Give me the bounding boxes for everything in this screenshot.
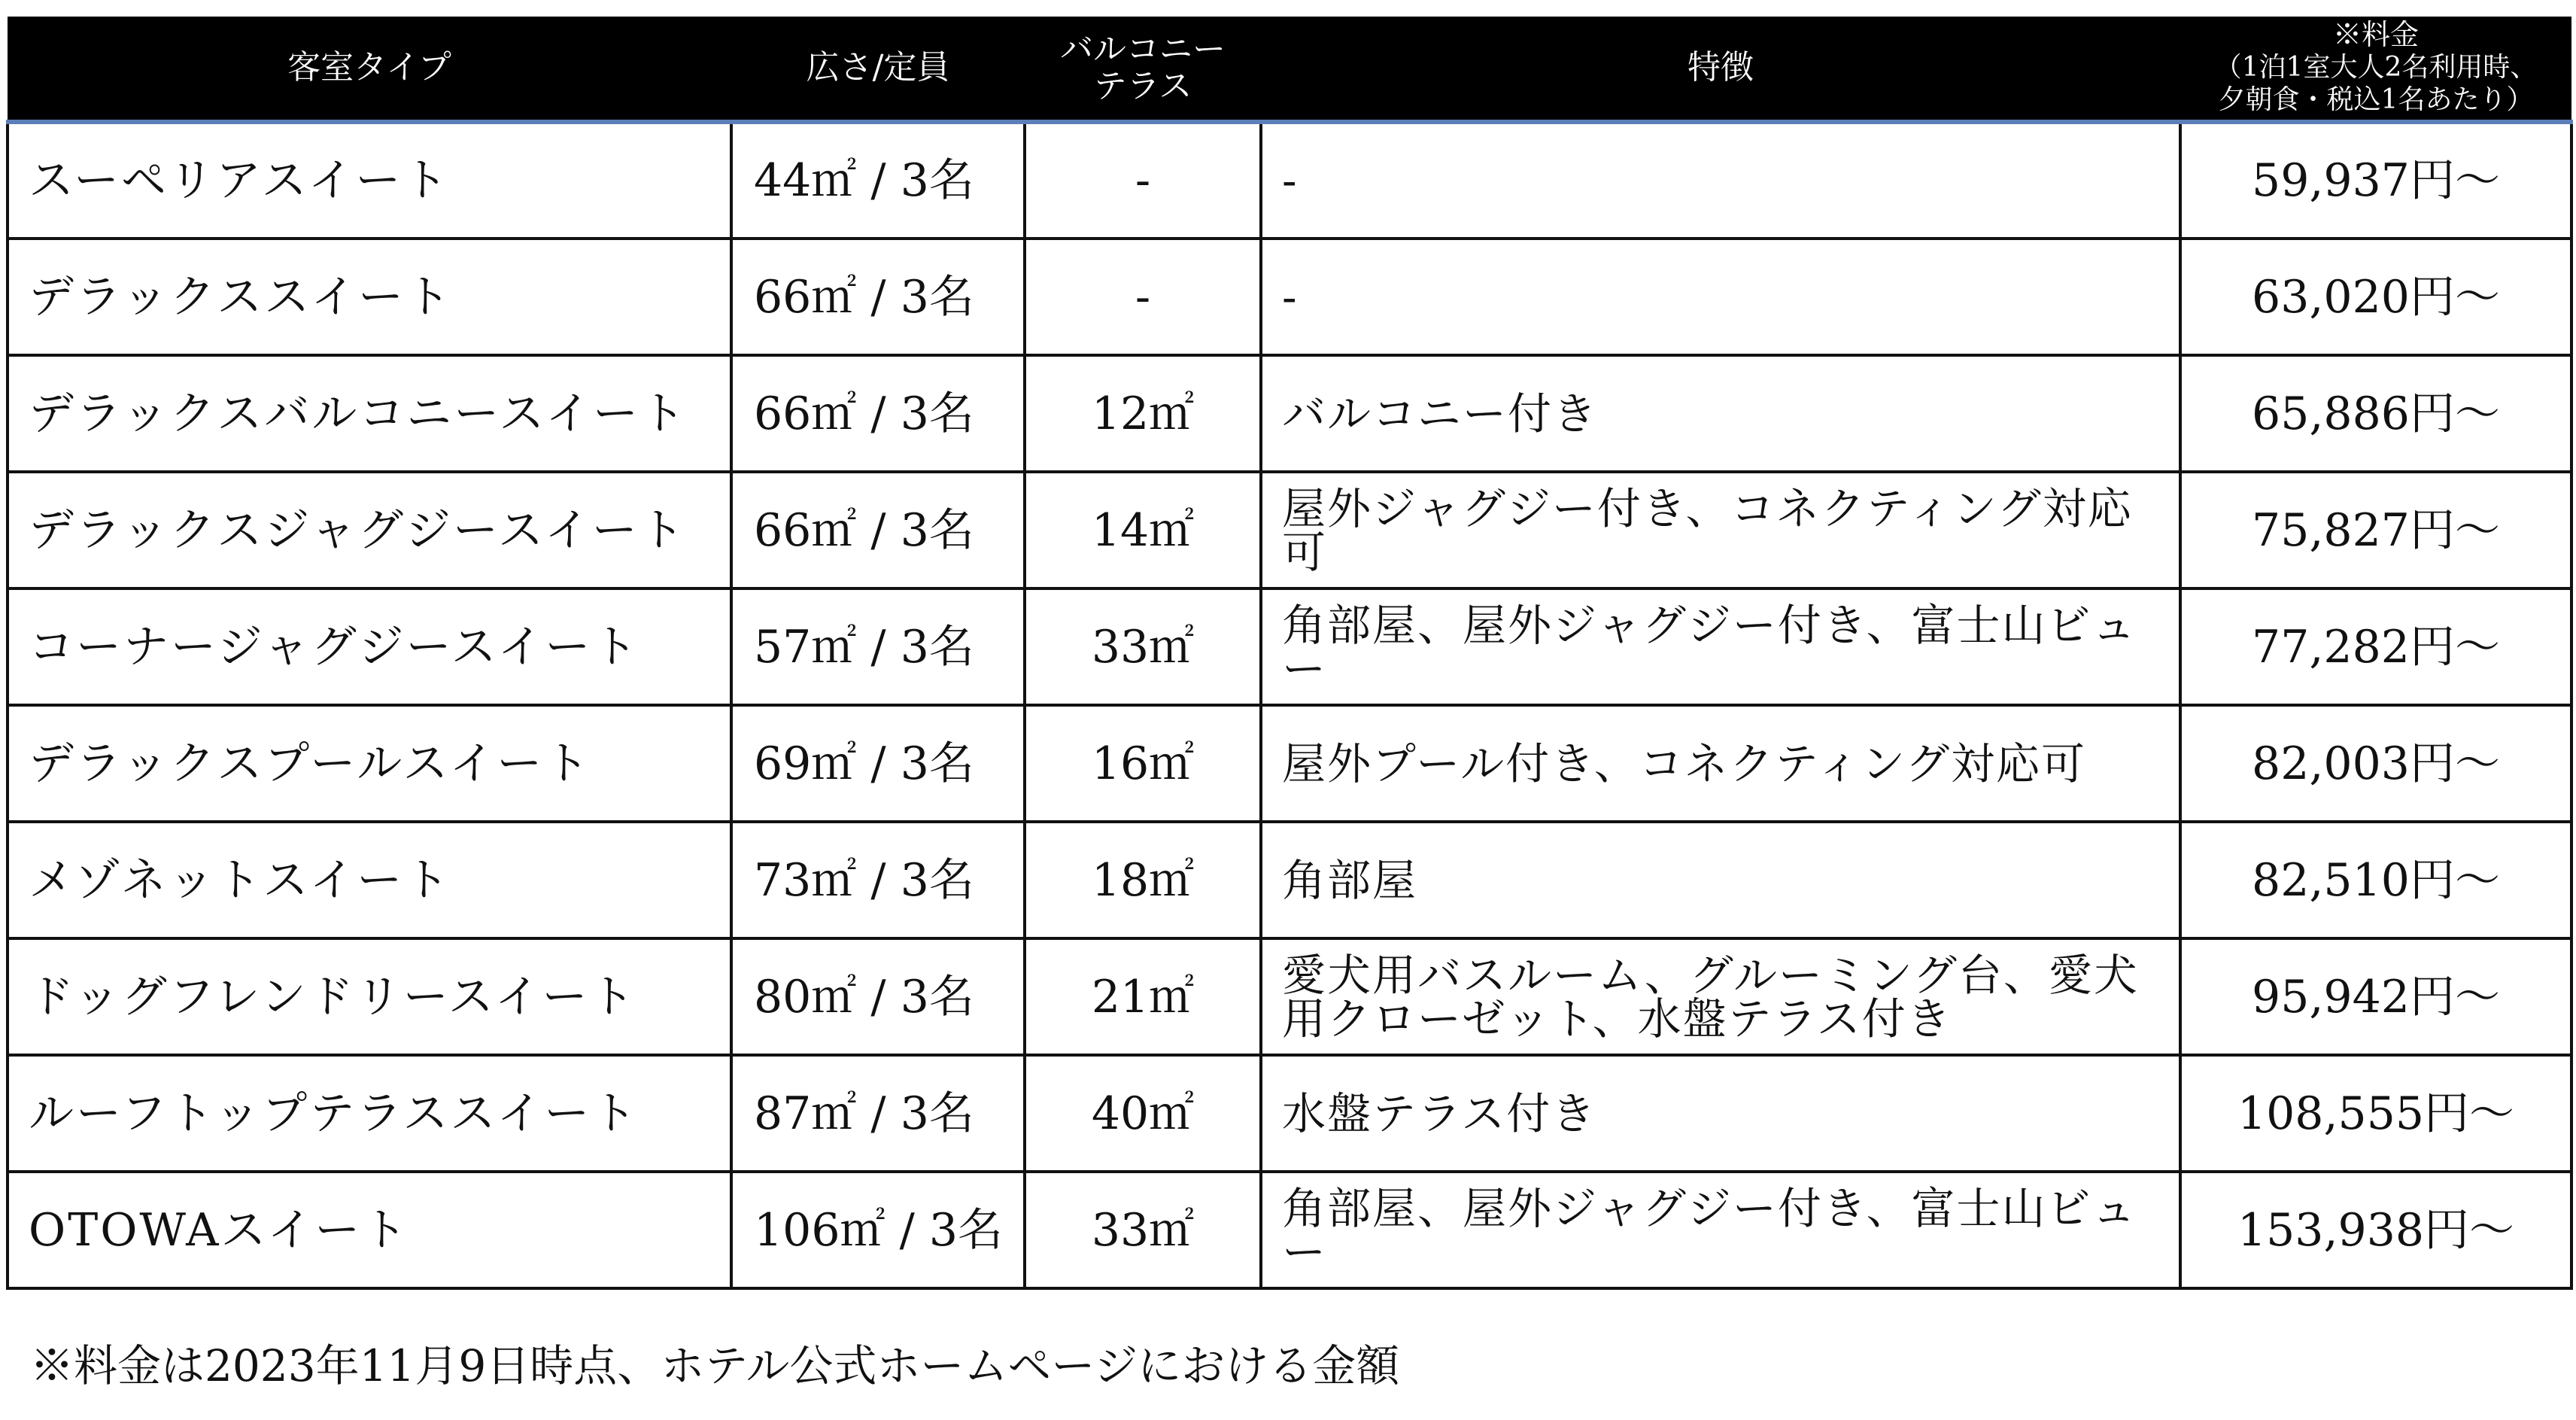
header-size-capacity: 広さ/定員 [731,17,1025,122]
balcony-terrace-cell: - [1025,122,1261,239]
size-capacity-cell: 106㎡ / 3名 [731,1172,1025,1288]
room-type-cell: スーペリアスイート [8,122,731,239]
table-row [8,705,2571,822]
header-balcony-terrace: バルコニー テラス [1025,17,1261,122]
room-price-table [6,17,2573,1290]
header-price: ※料金 （1泊1室大人2名利用時、 夕朝食・税込1名あたり） [2180,17,2571,122]
table-row [8,472,2571,588]
size-capacity-cell: 66㎡ / 3名 [731,472,1025,588]
table-row [8,355,2571,472]
room-type-cell: メゾネットスイート [8,822,731,938]
balcony-terrace-cell: 40㎡ [1025,1055,1261,1172]
balcony-terrace-cell: 21㎡ [1025,938,1261,1055]
features-cell: 屋外プール付き、コネクティング対応可 [1261,705,2180,822]
table-row [8,239,2571,355]
price-cell: 63,020円～ [2180,239,2571,355]
table-row [8,1055,2571,1172]
price-cell: 75,827円～ [2180,472,2571,588]
balcony-terrace-cell: 14㎡ [1025,472,1261,588]
room-type-cell: ドッグフレンドリースイート [8,938,731,1055]
size-capacity-cell: 66㎡ / 3名 [731,239,1025,355]
table-row [8,588,2571,705]
table-header [8,17,2571,122]
price-cell: 59,937円～ [2180,122,2571,239]
room-type-cell: デラックスジャグジースイート [8,472,731,588]
room-type-cell: デラックスプールスイート [8,705,731,822]
features-cell: 愛犬用バスルーム、グルーミング台、愛犬用クローゼット、水盤テラス付き [1261,938,2180,1055]
size-capacity-cell: 66㎡ / 3名 [731,355,1025,472]
room-type-cell: OTOWAスイート [8,1172,731,1288]
price-cell: 95,942円～ [2180,938,2571,1055]
table-row [8,822,2571,938]
balcony-terrace-cell: 18㎡ [1025,822,1261,938]
price-footnote: ※料金は2023年11月9日時点、ホテル公式ホームページにおける金額 [30,1340,1400,1391]
header-features: 特徴 [1261,17,2180,122]
size-capacity-cell: 73㎡ / 3名 [731,822,1025,938]
table-body [8,122,2571,1288]
balcony-terrace-cell: 33㎡ [1025,588,1261,705]
balcony-terrace-cell: 12㎡ [1025,355,1261,472]
size-capacity-cell: 87㎡ / 3名 [731,1055,1025,1172]
room-type-cell: コーナージャグジースイート [8,588,731,705]
size-capacity-cell: 69㎡ / 3名 [731,705,1025,822]
room-type-cell: ルーフトップテラススイート [8,1055,731,1172]
header-room-type: 客室タイプ [8,17,731,122]
table-row [8,1172,2571,1288]
price-cell: 65,886円～ [2180,355,2571,472]
features-cell: 屋外ジャグジー付き、コネクティング対応可 [1261,472,2180,588]
room-type-cell: デラックススイート [8,239,731,355]
features-cell: 水盤テラス付き [1261,1055,2180,1172]
balcony-terrace-cell: 33㎡ [1025,1172,1261,1288]
table-row [8,122,2571,239]
balcony-terrace-cell: 16㎡ [1025,705,1261,822]
features-cell: バルコニー付き [1261,355,2180,472]
room-type-cell: デラックスバルコニースイート [8,355,731,472]
price-cell: 153,938円～ [2180,1172,2571,1288]
price-cell: 108,555円～ [2180,1055,2571,1172]
price-cell: 82,510円～ [2180,822,2571,938]
features-cell: 角部屋 [1261,822,2180,938]
price-cell: 82,003円～ [2180,705,2571,822]
features-cell: 角部屋、屋外ジャグジー付き、富士山ビュー [1261,588,2180,705]
features-cell: - [1261,239,2180,355]
size-capacity-cell: 57㎡ / 3名 [731,588,1025,705]
features-cell: 角部屋、屋外ジャグジー付き、富士山ビュー [1261,1172,2180,1288]
features-cell: - [1261,122,2180,239]
balcony-terrace-cell: - [1025,239,1261,355]
size-capacity-cell: 44㎡ / 3名 [731,122,1025,239]
table-row [8,938,2571,1055]
price-cell: 77,282円～ [2180,588,2571,705]
header-row [8,17,2571,122]
size-capacity-cell: 80㎡ / 3名 [731,938,1025,1055]
